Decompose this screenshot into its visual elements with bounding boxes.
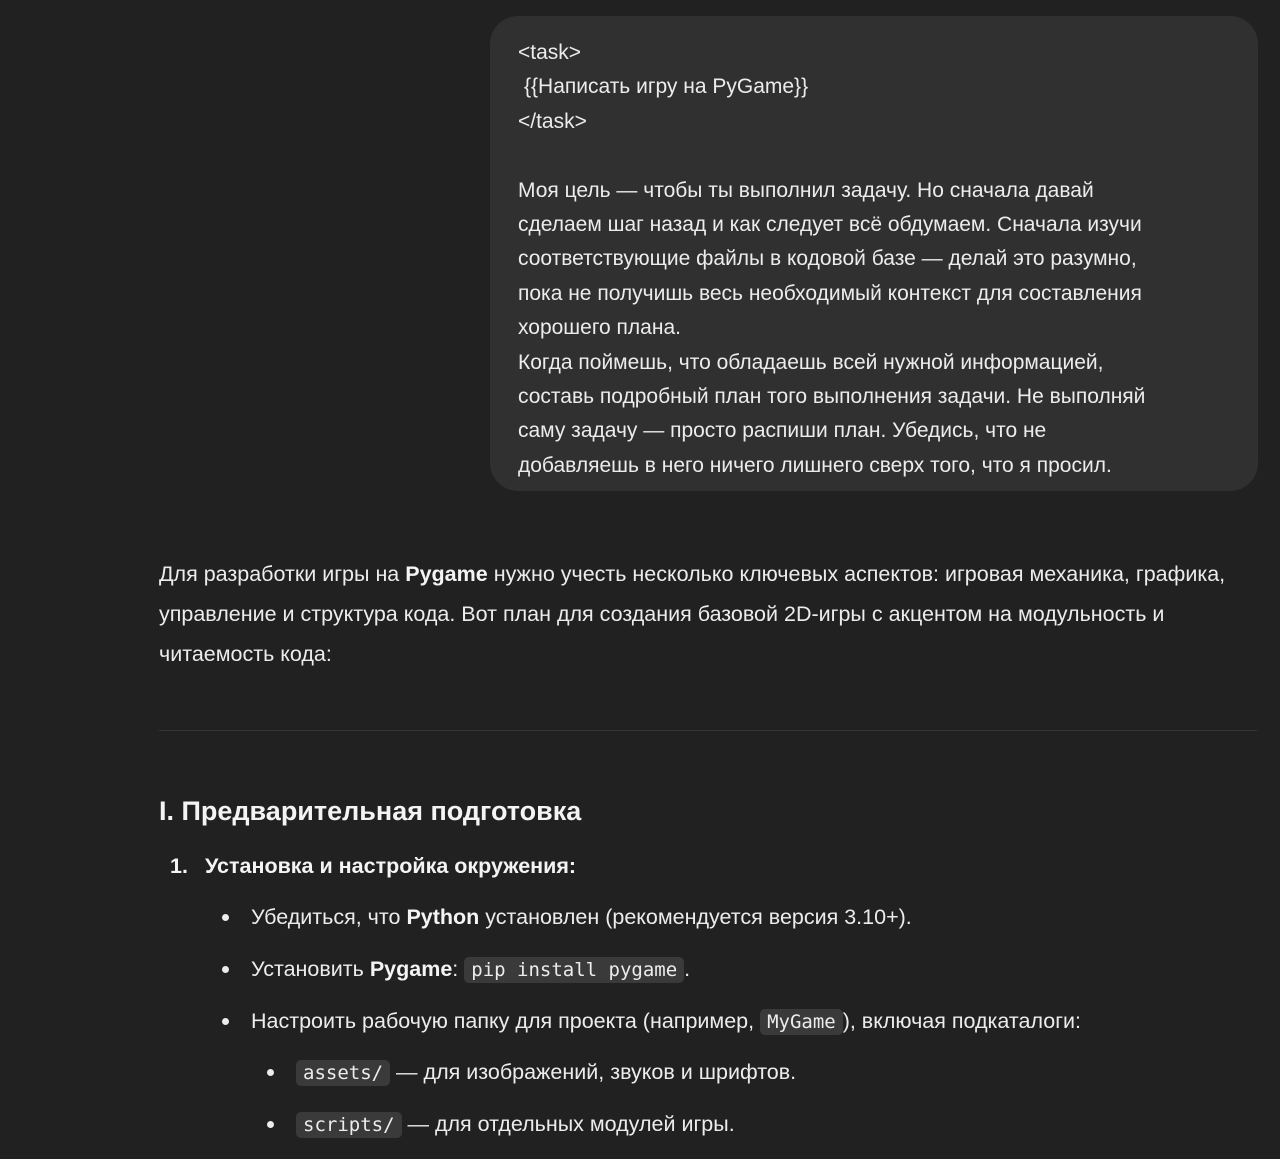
inline-code: scripts/ (296, 1112, 402, 1138)
sub-bullet-item (296, 1108, 735, 1141)
bullet-item (251, 1005, 1081, 1038)
bullet-dot-icon (267, 1121, 274, 1128)
bullet-text: Настроить рабочую папку для проекта (например, (251, 1009, 761, 1033)
paragraph-line: добавляешь в него ничего лишнего сверх того, что я просил. (518, 453, 1112, 477)
section-heading: I. Предварительная подготовка (159, 796, 582, 826)
bullet-text: ), включая подкаталоги: (842, 1009, 1082, 1033)
paragraph-line: пока не получишь весь необходимый контекст для составления (518, 281, 1142, 305)
assistant-intro-paragraph (159, 554, 1257, 674)
intro-text: нужно учесть несколько ключевых аспектов: игровая механика, графика, управление и структура кода. Вот план для создания базовой 2D-игры с акцентом на модульность и читаемость кода: (159, 562, 1226, 666)
bullet-text: установлен (рекомендуется версия 3.10+). (479, 905, 912, 929)
bullet-text: . (684, 957, 691, 981)
bullet-text: Установить (251, 957, 370, 981)
bullet-item (251, 953, 690, 986)
bullet-bold: Python (406, 905, 480, 929)
inline-code: assets/ (296, 1060, 390, 1086)
sub-bullet-item (296, 1056, 796, 1089)
inline-code: MyGame (760, 1009, 843, 1035)
bullet-dot-icon (222, 966, 229, 973)
bullet-text: — для отдельных модулей игры. (401, 1112, 735, 1136)
bullet-dot-icon (222, 1018, 229, 1025)
paragraph-line: саму задачу — просто распиши план. Убедись, что не (518, 419, 1047, 443)
inline-code: pip install pygame (464, 957, 684, 983)
paragraph-line: Моя цель — чтобы ты выполнил задачу. Но сначала давай (518, 178, 1094, 202)
list-number: 1. (170, 854, 188, 878)
horizontal-divider (159, 730, 1257, 731)
bullet-dot-icon (267, 1069, 274, 1076)
ordered-list-item (170, 850, 576, 882)
paragraph-line: сделаем шаг назад и как следует всё обдумаем. Сначала изучи (518, 213, 1142, 237)
task-body: {{Написать игру на PyGame}} (524, 75, 809, 99)
paragraph-line: Когда поймешь, что обладаешь всей нужной информацией, (518, 350, 1104, 374)
user-message-bubble (490, 16, 1258, 491)
paragraph-line: составь подробный план того выполнения задачи. Не выполняй (518, 385, 1146, 409)
bullet-item (251, 901, 912, 933)
bullet-text: — для изображений, звуков и шрифтов. (390, 1060, 797, 1084)
intro-bold: Pygame (405, 562, 488, 586)
blank-line (518, 139, 1230, 173)
task-close-tag: </task> (518, 109, 587, 133)
paragraph-line: хорошего плана. (518, 316, 681, 340)
bullet-text: Убедиться, что (251, 905, 407, 929)
intro-text: Для разработки игры на (159, 562, 406, 586)
task-open-tag: <task> (518, 41, 582, 64)
bullet-text: : (452, 957, 465, 981)
bullet-bold: Pygame (369, 957, 453, 981)
bullet-dot-icon (222, 914, 229, 921)
paragraph-line: соответствующие файлы в кодовой базе — делай это разумно, (518, 247, 1137, 271)
list-item-title: Установка и настройка окружения: (205, 854, 577, 878)
